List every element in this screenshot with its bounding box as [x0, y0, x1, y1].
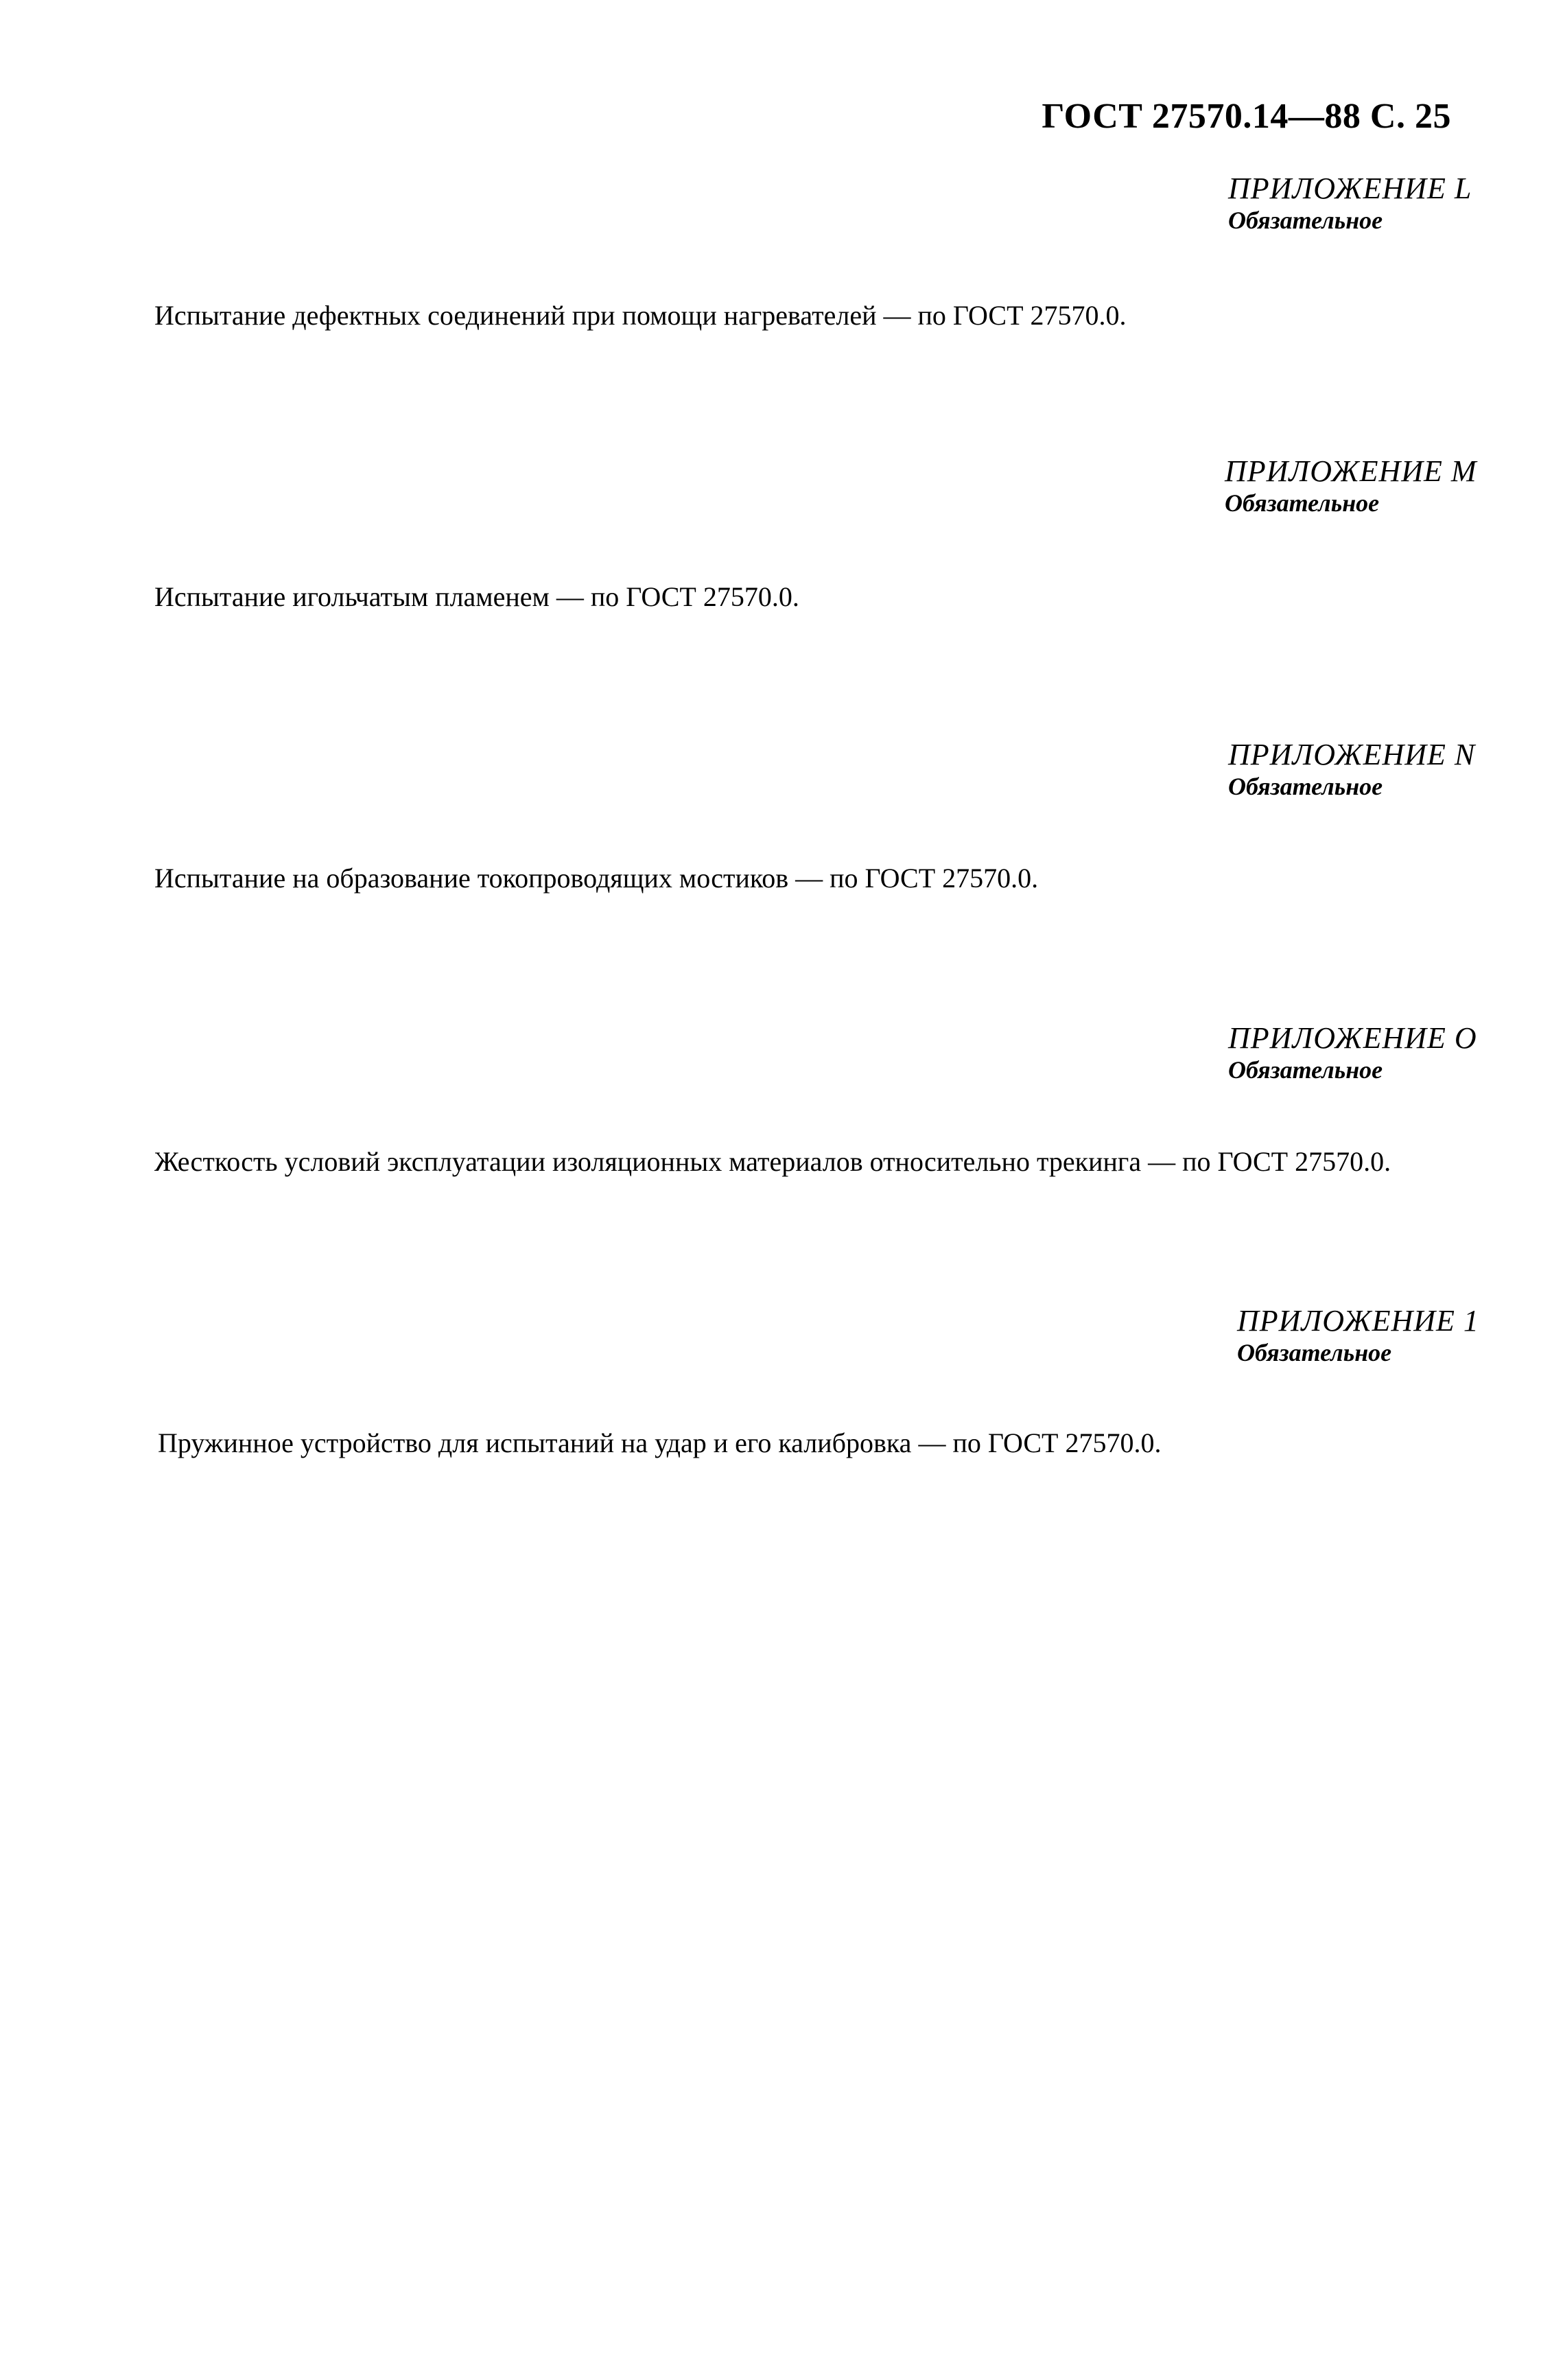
appendix-text: Испытание на образование токопроводящих мостиков — по ГОСТ 27570.0.: [154, 863, 1039, 894]
appendix-text: Испытание дефектных соединений при помощи нагревателей — по ГОСТ 27570.0.: [154, 300, 1127, 331]
page-header: ГОСТ 27570.14—88 С. 25: [1042, 97, 1451, 136]
appendix-title: ПРИЛОЖЕНИЕ N: [1228, 738, 1476, 771]
appendix-heading: [1228, 172, 1472, 235]
appendix-status: Обязательное: [1228, 773, 1383, 800]
appendix-text: Испытание игольчатым пламенем — по ГОСТ 27570.0.: [154, 581, 799, 612]
appendix-status: Обязательное: [1228, 1056, 1383, 1084]
appendix-heading: [1228, 738, 1475, 801]
appendix-heading: [1225, 454, 1477, 517]
appendix-heading: [1228, 1021, 1477, 1084]
appendix-title: ПРИЛОЖЕНИЕ М: [1225, 454, 1477, 488]
appendix-heading: [1237, 1304, 1479, 1367]
appendix-status: Обязательное: [1228, 207, 1383, 234]
appendix-status: Обязательное: [1237, 1339, 1392, 1366]
appendix-title: ПРИЛОЖЕНИЕ L: [1228, 172, 1472, 205]
appendix-title: ПРИЛОЖЕНИЕ О: [1228, 1021, 1477, 1055]
appendix-text: Жесткость условий эксплуатации изоляционных материалов относительно трекинга — по ГОСТ 27570.0.: [154, 1146, 1391, 1177]
appendix-status: Обязательное: [1225, 489, 1380, 517]
appendix-text: Пружинное устройство для испытаний на удар и его калибровка — по ГОСТ 27570.0.: [158, 1427, 1162, 1458]
appendix-title: ПРИЛОЖЕНИЕ 1: [1237, 1304, 1479, 1338]
